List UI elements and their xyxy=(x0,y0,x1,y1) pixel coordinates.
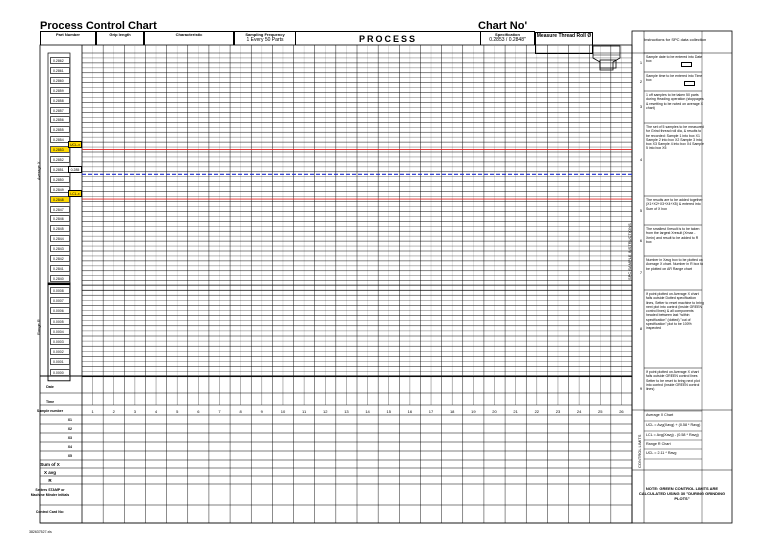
range-y-tick: 0.0003 xyxy=(50,338,70,345)
sample-column-number: 25 xyxy=(598,409,603,414)
grip-length-label: Grip length xyxy=(109,32,131,37)
file-name: 382637527.xls xyxy=(29,530,52,534)
spec-value: 0.2853 / 0.2848" xyxy=(489,37,526,43)
instruction-number: 1 xyxy=(639,59,643,65)
time-box-icon xyxy=(684,81,695,86)
row-x4-label: X4 xyxy=(67,445,72,449)
avg-y-tick: 0.2843 xyxy=(50,245,70,252)
sample-column-number: 1 xyxy=(91,409,94,414)
instruction-text: The results are to be added together (X1+X2+X3+X4+X5) & entered into Sum of X box xyxy=(646,198,703,211)
range-y-tick: 0.0005 xyxy=(50,318,70,325)
row-sum-label: Sum of X xyxy=(40,462,60,467)
instruction-text: 1 off samples to be taken 50 parts during Heading operation (stoppages & resetting to be noted on average X chart) xyxy=(646,93,704,110)
avg-y-tick: 0.2840 xyxy=(50,275,70,282)
row-sample-label: Sample number xyxy=(36,409,64,413)
characteristic-label: Characteristic xyxy=(175,32,203,37)
sample-column-number: 5 xyxy=(176,409,179,414)
avg-y-tick: 0.2860 xyxy=(50,77,70,84)
instruction-number: 7 xyxy=(639,270,643,275)
control-limits-vertical-label: CONTROL LIMITS xyxy=(637,434,642,468)
row-date-label: Date xyxy=(46,385,54,389)
range-axis-label: Range R xyxy=(36,319,41,335)
avg-y-tick: 0.2852 xyxy=(50,156,70,163)
instruction-number: 5 xyxy=(639,207,643,213)
control-limit-formula: UCL = 2.11 * Ravg xyxy=(646,451,677,455)
sample-column-number: 8 xyxy=(239,409,242,414)
sampling-value: 1 Every 50 Parts xyxy=(246,37,284,43)
instruction-number: 9 xyxy=(639,386,643,391)
measure-label: Measure Thread Roll Ø xyxy=(536,33,592,39)
sample-column-number: 3 xyxy=(133,409,136,414)
range-y-tick: 0.0007 xyxy=(50,297,70,304)
sample-column-number: 21 xyxy=(513,409,518,414)
avg-y-tick: 0.2854 xyxy=(50,136,70,143)
avg-y-tick: 0.2857 xyxy=(50,107,70,114)
sample-column-number: 9 xyxy=(260,409,263,414)
sampling-label: Sampling Frequency xyxy=(245,32,285,37)
sample-column-number: 22 xyxy=(534,409,540,414)
instruction-text: Number in Xavg box to be plotted on Average X chart. Number in R box to be plotted on AR Range chart xyxy=(646,258,704,271)
instruction-text: The smallest Xresult is to be taken from the largest Xresult (Xmax - Xmin) and result to be added to R box xyxy=(646,227,700,244)
control-limit-formula: Range R Chart xyxy=(646,442,671,446)
control-limit-formula: UCL = Avg(Xavg) + (0.58 * Ravg) xyxy=(646,423,701,427)
sample-column-number: 16 xyxy=(407,409,413,414)
avg-y-tick: 0.2845 xyxy=(50,225,70,232)
sample-column-number: 2 xyxy=(112,409,115,414)
avg-y-tick: 0.2847 xyxy=(50,206,70,213)
sample-column-number: 15 xyxy=(386,409,391,414)
avg-y-tick: 0.2848 xyxy=(50,196,70,203)
range-y-tick: 0.0004 xyxy=(50,328,70,335)
sample-column-number: 10 xyxy=(280,409,286,414)
green-limits-note: NOTE: GREEN CONTROL LIMITS ARE CALCULATED USING 30 "DURING GRINDING PLOTS" xyxy=(638,486,726,501)
instruction-text: If point plotted on Average X chart falls outside GREEN control lines Setter to be reset to bring next plot into control (inside GREEN control lines) xyxy=(646,370,700,392)
sample-column-number: 17 xyxy=(428,409,434,414)
row-x1-label: X1 xyxy=(67,418,72,422)
row-stamp-label: Setters STAMP or Machine Minder initials xyxy=(30,488,70,497)
sample-column-number: 13 xyxy=(344,409,349,414)
avg-y-tick: 0.2844 xyxy=(50,235,70,242)
row-card-label: Control Card No: xyxy=(35,510,65,514)
row-x2-label: X2 xyxy=(67,427,72,431)
instruction-number: 2 xyxy=(639,78,643,84)
avg-y-tick: 0.2855 xyxy=(50,126,70,133)
sample-column-number: 6 xyxy=(197,409,200,414)
avg-y-tick: 0.2849 xyxy=(50,186,70,193)
sample-column-number: 19 xyxy=(471,409,476,414)
avg-y-tick: 0.2856 xyxy=(50,116,70,123)
sample-column-number: 14 xyxy=(365,409,370,414)
sample-column-number: 4 xyxy=(154,409,158,414)
control-limit-formula: Average X Chart xyxy=(646,413,674,417)
instruction-number: 6 xyxy=(639,237,643,243)
date-box-icon xyxy=(681,62,692,67)
avg-y-tick: 0.2859 xyxy=(50,87,70,94)
sample-column-number: 18 xyxy=(449,409,455,414)
row-r-label: R xyxy=(48,478,52,483)
range-y-tick: 0.0001 xyxy=(50,358,70,365)
row-x3-label: X3 xyxy=(67,436,72,440)
instruction-number: 3 xyxy=(639,104,643,109)
row-x5-label: X5 xyxy=(67,454,72,458)
lcl-tag: LCL-x xyxy=(68,190,82,197)
instruction-text: Sample time to be entered into Time box xyxy=(646,74,703,83)
instruction-text: The set of 5 samples to be measured for Grind thread roll dia, & results to be recorded: Sample 1 into box X1 Sample 2 into box X2 Sample 3 into box X3 Sample 4 into box X4 Sample 5 into box X5 xyxy=(646,125,704,151)
control-limit-formula: LCL = Avg(Xavg) - (0.58 * Ravg) xyxy=(646,433,699,437)
range-y-tick: 0.0000 xyxy=(50,369,70,376)
sample-column-number: 11 xyxy=(302,409,307,414)
range-y-tick: 0.0006 xyxy=(50,307,70,314)
instruction-text: If point plotted on Average X chart falls outside Dotted specification lines, Setter to reset machine to bring next plot into control (inside GREEN control lines) & all components headed between last "within specification" (dotted) "out of specification" plot to be 100% inspected xyxy=(646,292,704,331)
sample-column-number: 23 xyxy=(555,409,561,414)
sample-column-number: 24 xyxy=(576,409,582,414)
row-xavg-label: X avg xyxy=(43,470,56,475)
instruction-text: Sample date to be entered into Date box xyxy=(646,55,703,64)
chart-no-label: Chart No' xyxy=(478,20,528,32)
sample-column-number: 12 xyxy=(323,409,328,414)
avg-y-tick: 0.2858 xyxy=(50,97,70,104)
avg-y-tick: 0.2861 xyxy=(50,67,70,74)
sample-column-number: 26 xyxy=(619,409,624,414)
avg-axis-label: Average X xyxy=(36,161,41,180)
row-time-label: Time xyxy=(45,400,55,404)
range-y-tick: 0.0002 xyxy=(50,348,70,355)
avg-y-tick: 0.2853 xyxy=(50,146,70,153)
instruction-number: 4 xyxy=(639,156,643,162)
avg-y-tick: 0.2850 xyxy=(50,176,70,183)
ucl-tag: UCL-x xyxy=(68,141,82,148)
process-label: PROCESS xyxy=(296,31,480,45)
sample-column-number: 7 xyxy=(218,409,221,414)
avg-y-tick: 0.2846 xyxy=(50,215,70,222)
instructions-title: Instructions for SPC data collection xyxy=(644,37,707,42)
page-title: Process Control Chart xyxy=(40,20,157,32)
spc-vertical-label: SPC SAMPLE INSTRUCTIONS xyxy=(627,223,632,280)
instruction-number: 8 xyxy=(639,326,643,331)
avg-y-tick: 0.2862 xyxy=(50,57,70,64)
range-y-tick: 0.0008 xyxy=(50,287,70,294)
spec-label: Specification xyxy=(495,32,520,37)
part-number-label: Part Number xyxy=(55,32,80,37)
avg-y-tick: 0.2842 xyxy=(50,255,70,262)
mid-tag: 0.285 xyxy=(68,166,82,173)
sample-column-number: 20 xyxy=(492,409,497,414)
avg-y-tick: 0.2851 xyxy=(50,166,70,173)
avg-y-tick: 0.2841 xyxy=(50,265,70,272)
